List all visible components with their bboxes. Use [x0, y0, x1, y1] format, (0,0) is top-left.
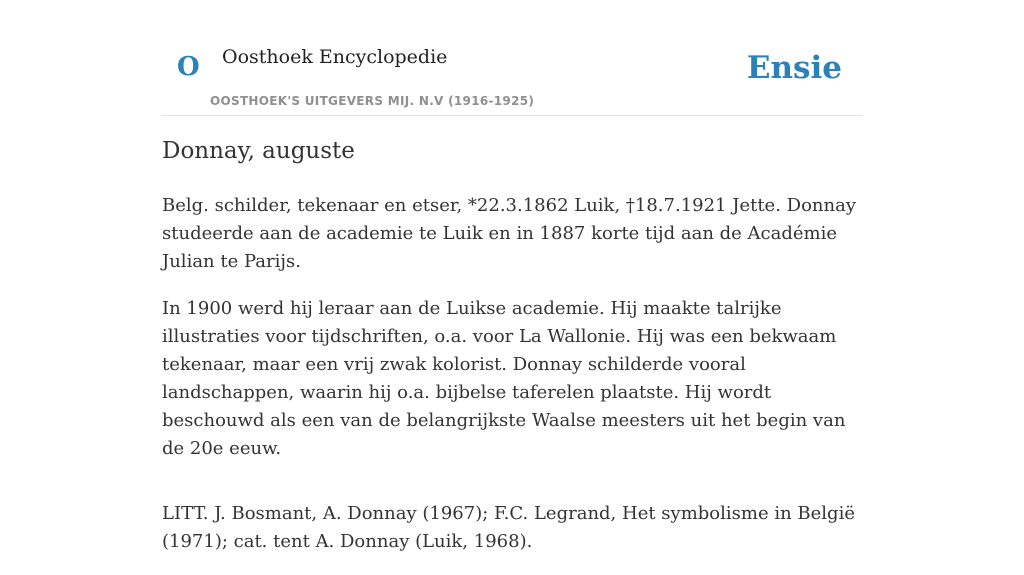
- article-body: [162, 192, 862, 575]
- header: [162, 40, 862, 116]
- publication-name[interactable]: Oosthoek Encyclopedie: [222, 46, 448, 68]
- literature-references: LITT. J. Bosmant, A. Donnay (1967); F.C. Legrand, Het symbolisme in België (1971); cat. tent A. Donnay (Luik, 1968).: [162, 503, 855, 552]
- article-title: Donnay, auguste: [162, 138, 355, 164]
- publication-logo-icon[interactable]: O: [177, 52, 200, 82]
- article-paragraph: In 1900 werd hij leraar aan de Luikse academie. Hij maakte talrijke illustraties voor tijdschriften, o.a. voor La Wallonie. Hij was een bekwaam tekenaar, maar een vrij zwak kolorist. Donnay schilderde vooral landschappen, waarin hij o.a. bijbelse taferelen plaatste. Hij wordt beschouwd als een van de belangrijkste Waalse meesters uit het begin van de 20e eeuw.: [162, 298, 846, 459]
- publisher-name: OOSTHOEK'S UITGEVERS MIJ. N.V (1916-1925): [210, 94, 535, 108]
- article-paragraph: Belg. schilder, tekenaar en etser, *22.3.1862 Luik, †18.7.1921 Jette. Donnay studeerde aan de academie te Luik en in 1887 korte tijd aan de Académie Julian te Parijs.: [162, 195, 857, 272]
- ensie-logo-link[interactable]: Ensie: [746, 50, 842, 86]
